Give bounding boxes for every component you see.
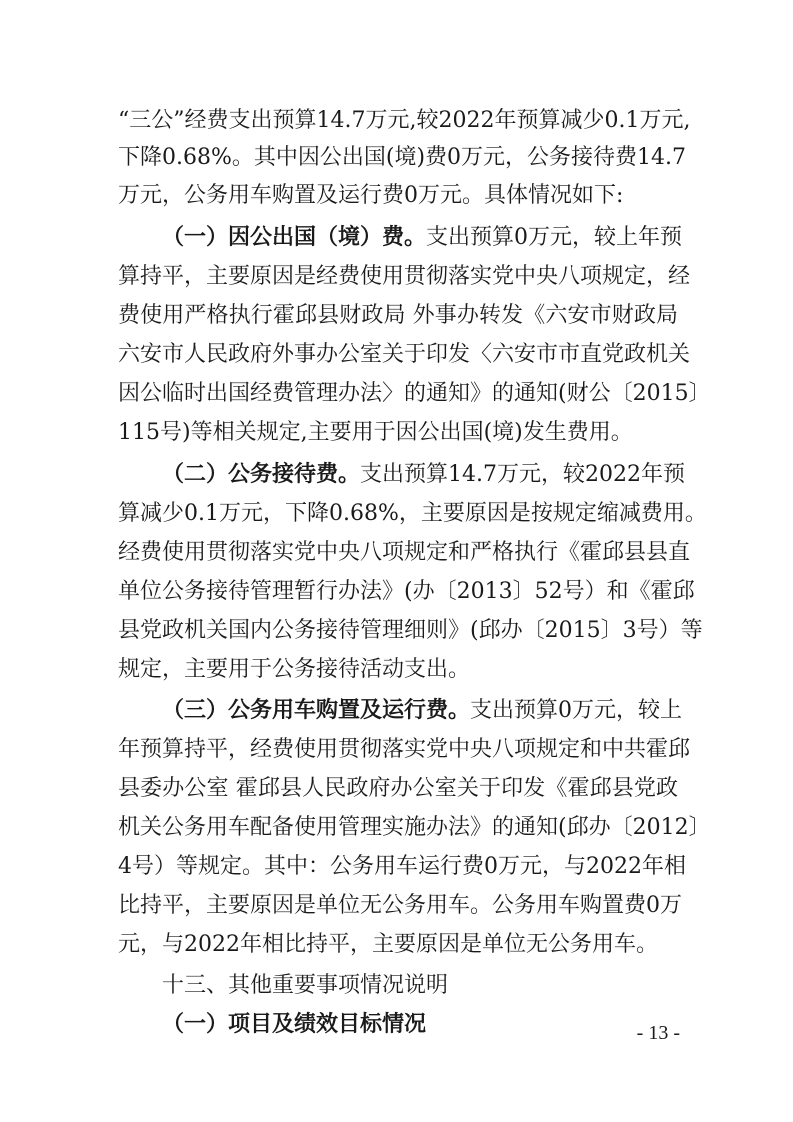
section-1-first-line [162, 221, 683, 255]
section-1-heading: （一）因公出国（境）费。 [162, 225, 427, 250]
paragraph-line: 规定，主要用于公务接待活动支出。 [118, 657, 471, 682]
paragraph-line: 六安市人民政府外事办公室关于印发〈六安市市直党政机关 [118, 342, 691, 367]
section-2-heading: （二）公务接待费。 [162, 462, 361, 487]
paragraph-line: 算持平，主要原因是经费使用贯彻落实党中央八项规定，经 [118, 264, 691, 289]
section-13-subheading: （一）项目及绩效目标情况 [162, 1012, 427, 1037]
paragraph-line: 机关公务用车配备使用管理实施办法》的通知(邱办〔2012〕 [118, 815, 711, 840]
paragraph-line: “三公”经费支出预算14.7万元,较2022年预算减少0.1万元, [118, 108, 691, 133]
paragraph-line: 单位公务接待管理暂行办法》(办〔2013〕52号）和《霍邱 [118, 579, 695, 604]
paragraph-line: 年预算持平，经费使用贯彻落实党中央八项规定和中共霍邱 [118, 737, 691, 762]
paragraph-line: 因公临时出国经费管理办法〉的通知》的通知(财公〔2015〕 [118, 381, 711, 406]
paragraph-line: 算减少0.1万元，下降0.68%，主要原因是按规定缩减费用。 [118, 501, 707, 526]
paragraph-line: 县党政机关国内公务接待管理细则》(邱办〔2015〕3号）等 [118, 618, 703, 643]
paragraph-line: 县委办公室 霍邱县人民政府办公室关于印发《霍邱县党政 [118, 776, 678, 801]
page-number: - 13 - [636, 1022, 680, 1044]
section-13-heading: 十三、其他重要事项情况说明 [162, 973, 449, 998]
paragraph-line: 费使用严格执行霍邱县财政局 外事办转发《六安市财政局 [118, 303, 678, 328]
section-2-first-line [162, 458, 685, 492]
section-3-text: 支出预算0万元，较上 [470, 698, 683, 723]
paragraph-line: 经费使用贯彻落实党中央八项规定和严格执行《霍邱县县直 [118, 540, 691, 565]
section-1-text: 支出预算0万元，较上年预 [426, 225, 683, 250]
section-2-text: 支出预算14.7万元，较2022年预 [360, 462, 685, 487]
paragraph-line: 115号)等相关规定,主要用于因公出国(境)发生费用。 [118, 420, 633, 445]
paragraph-line: 下降0.68%。其中因公出国(境)费0万元，公务接待费14.7 [118, 145, 687, 170]
paragraph-line: 元，与2022年相比持平，主要原因是单位无公务用车。 [118, 932, 658, 957]
paragraph-line: 万元，公务用车购置及运行费0万元。具体情况如下: [118, 183, 624, 208]
paragraph-line: 4号）等规定。其中：公务用车运行费0万元，与2022年相 [118, 854, 686, 879]
section-3-first-line [162, 694, 683, 728]
section-3-heading: （三）公务用车购置及运行费。 [162, 698, 471, 723]
paragraph-line: 比持平，主要原因是单位无公务用车。公务用车购置费0万 [118, 893, 682, 918]
